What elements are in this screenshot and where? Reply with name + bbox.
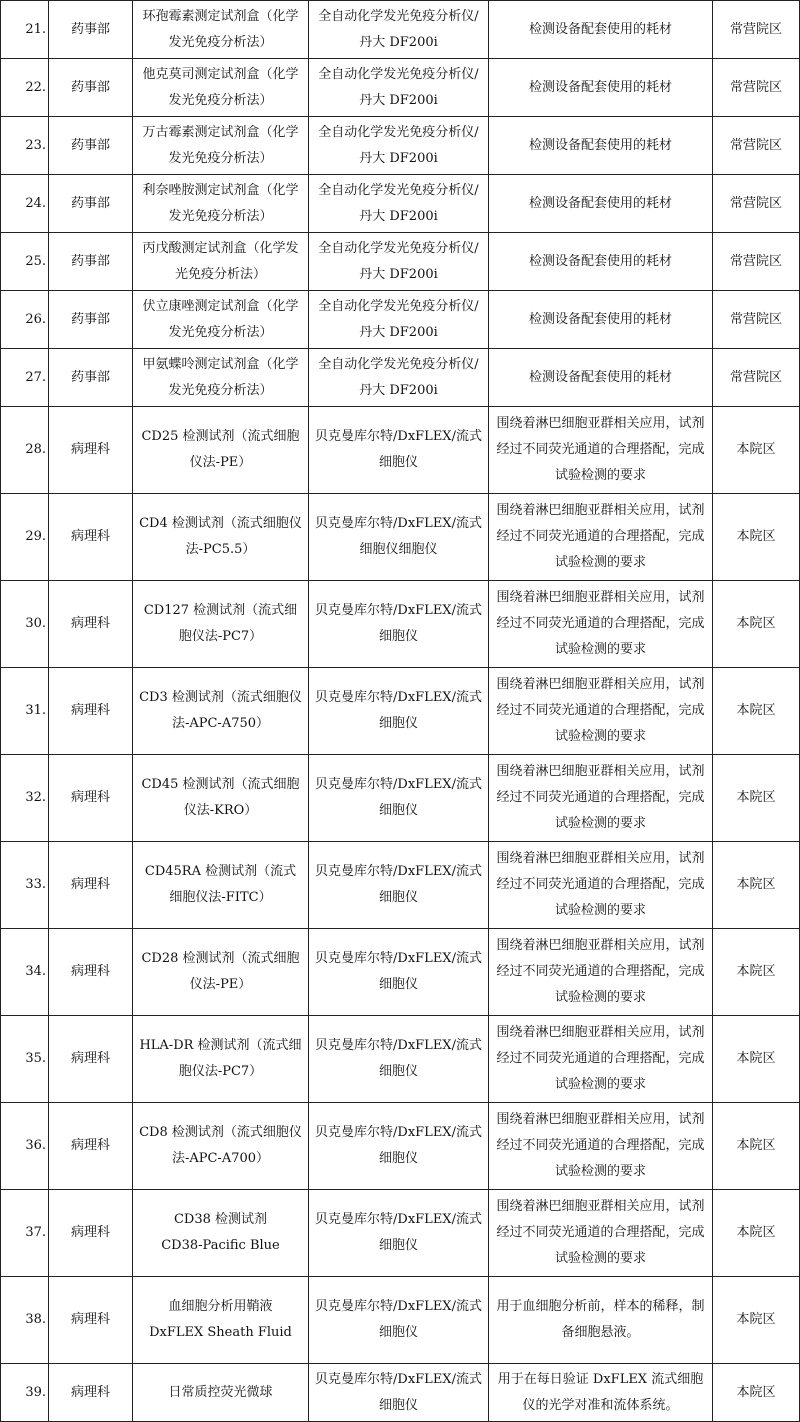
- cell-campus: [713, 1190, 800, 1277]
- cell-item-name-text: 血细胞分析用鞘液 DxFLEX Sheath Fluid: [149, 1299, 292, 1340]
- cell-campus-text: 本院区: [736, 1384, 776, 1400]
- cell-department-text: 病理科: [70, 1138, 110, 1153]
- cell-campus-text: 常营院区: [729, 369, 782, 385]
- table-row: [1, 175, 800, 233]
- cell-item-name-text: CD127 检测试剂（流式细胞仪法-PC7）: [143, 603, 298, 644]
- cell-purpose-text: 围绕着淋巴细胞亚群相关应用，试剂经过不同荧光通道的合理搭配，完成试验检测的要求: [496, 1112, 705, 1179]
- table-row: [1, 1016, 800, 1103]
- cell-department: [49, 117, 133, 175]
- cell-campus: [713, 59, 800, 117]
- cell-item-name-text: 利奈唑胺测定试剂盒（化学发光免疫分析法）: [142, 182, 299, 224]
- cell-purpose: [489, 755, 713, 842]
- cell-equipment: [309, 1103, 489, 1190]
- cell-equipment: [309, 1, 489, 59]
- cell-item-name: [133, 929, 309, 1016]
- cell-number-text: 38.: [25, 1312, 46, 1327]
- cell-purpose-text: 检测设备配套使用的耗材: [528, 137, 672, 153]
- table-row: [1, 929, 800, 1016]
- table-row: [1, 291, 800, 349]
- cell-item-name-text: CD8 检测试剂（流式细胞仪法-APC-A700）: [139, 1125, 302, 1166]
- cell-item-name: [133, 1277, 309, 1364]
- cell-equipment-text: 贝克曼库尔特/DxFLEX/流式细胞仪: [315, 429, 482, 470]
- table-row: [1, 59, 800, 117]
- cell-item-name: [133, 175, 309, 233]
- table-row: [1, 668, 800, 755]
- cell-equipment: [309, 1016, 489, 1103]
- cell-purpose-text: 检测设备配套使用的耗材: [528, 21, 672, 37]
- cell-item-name: [133, 668, 309, 755]
- cell-equipment-text: 全自动化学发光免疫分析仪/丹大 DF200i: [318, 8, 479, 50]
- cell-item-name-text: CD25 检测试剂（流式细胞仪法-PE）: [141, 429, 300, 470]
- cell-campus: [713, 291, 800, 349]
- cell-number-text: 33.: [25, 877, 46, 892]
- cell-number: [1, 1364, 49, 1422]
- cell-number: [1, 1, 49, 59]
- table-body: [1, 1, 800, 1422]
- cell-equipment: [309, 59, 489, 117]
- cell-purpose: [489, 581, 713, 668]
- cell-purpose: [489, 668, 713, 755]
- cell-purpose-text: 检测设备配套使用的耗材: [528, 79, 672, 95]
- table-row: [1, 1190, 800, 1277]
- cell-equipment-text: 贝克曼库尔特/DxFLEX/流式细胞仪: [315, 777, 482, 818]
- table-row: [1, 349, 800, 407]
- cell-campus-text: 常营院区: [729, 195, 782, 211]
- cell-equipment: [309, 117, 489, 175]
- cell-campus: [713, 494, 800, 581]
- cell-purpose-text: 检测设备配套使用的耗材: [528, 311, 672, 327]
- cell-department-text: 药事部: [70, 195, 110, 211]
- cell-equipment-text: 贝克曼库尔特/DxFLEX/流式细胞仪细胞仪: [315, 516, 482, 557]
- cell-department-text: 病理科: [70, 1051, 110, 1066]
- cell-purpose-text: 检测设备配套使用的耗材: [528, 369, 672, 385]
- cell-department-text: 药事部: [70, 21, 110, 37]
- cell-campus-text: 本院区: [736, 1312, 776, 1327]
- cell-equipment-text: 全自动化学发光免疫分析仪/丹大 DF200i: [318, 240, 479, 282]
- cell-purpose-text: 围绕着淋巴细胞亚群相关应用，试剂经过不同荧光通道的合理搭配，完成试验检测的要求: [496, 416, 705, 483]
- cell-equipment-text: 贝克曼库尔特/DxFLEX/流式细胞仪: [315, 1371, 482, 1413]
- cell-department: [49, 842, 133, 929]
- cell-equipment: [309, 1364, 489, 1422]
- cell-equipment: [309, 291, 489, 349]
- table-row: [1, 494, 800, 581]
- cell-number-text: 39.: [25, 1384, 46, 1400]
- cell-purpose: [489, 1364, 713, 1422]
- cell-item-name: [133, 1, 309, 59]
- cell-department: [49, 59, 133, 117]
- cell-number: [1, 1277, 49, 1364]
- cell-campus: [713, 842, 800, 929]
- cell-item-name-text: 伏立康唑测定试剂盒（化学发光免疫分析法）: [142, 298, 299, 340]
- cell-campus: [713, 407, 800, 494]
- cell-equipment: [309, 175, 489, 233]
- cell-number-text: 37.: [25, 1225, 46, 1240]
- cell-number: [1, 233, 49, 291]
- cell-item-name: [133, 1016, 309, 1103]
- cell-item-name-text: CD38 检测试剂 CD38-Pacific Blue: [161, 1212, 280, 1253]
- cell-number-text: 35.: [25, 1051, 46, 1066]
- cell-campus-text: 本院区: [736, 442, 776, 457]
- cell-equipment-text: 贝克曼库尔特/DxFLEX/流式细胞仪: [315, 951, 482, 992]
- cell-campus: [713, 117, 800, 175]
- cell-item-name: [133, 755, 309, 842]
- cell-number-text: 22.: [25, 79, 46, 95]
- cell-department-text: 药事部: [70, 79, 110, 95]
- cell-equipment-text: 贝克曼库尔特/DxFLEX/流式细胞仪: [315, 690, 482, 731]
- cell-number-text: 26.: [25, 311, 46, 327]
- cell-purpose: [489, 349, 713, 407]
- cell-equipment-text: 全自动化学发光免疫分析仪/丹大 DF200i: [318, 298, 479, 340]
- cell-campus-text: 常营院区: [729, 311, 782, 327]
- cell-purpose: [489, 494, 713, 581]
- cell-number-text: 28.: [25, 442, 46, 457]
- cell-purpose: [489, 59, 713, 117]
- cell-purpose: [489, 929, 713, 1016]
- cell-item-name-text: CD28 检测试剂（流式细胞仪法-PE）: [141, 951, 300, 992]
- cell-department-text: 病理科: [70, 1225, 110, 1240]
- cell-item-name-text: CD45 检测试剂（流式细胞仪法-KRO）: [141, 777, 300, 818]
- cell-department: [49, 581, 133, 668]
- cell-number-text: 24.: [25, 195, 46, 211]
- cell-purpose: [489, 233, 713, 291]
- cell-department: [49, 1, 133, 59]
- cell-equipment-text: 全自动化学发光免疫分析仪/丹大 DF200i: [318, 182, 479, 224]
- cell-purpose-text: 围绕着淋巴细胞亚群相关应用，试剂经过不同荧光通道的合理搭配，完成试验检测的要求: [496, 1025, 705, 1092]
- cell-campus: [713, 1364, 800, 1422]
- cell-purpose: [489, 117, 713, 175]
- cell-equipment-text: 贝克曼库尔特/DxFLEX/流式细胞仪: [315, 1212, 482, 1253]
- table-row: [1, 117, 800, 175]
- cell-campus-text: 本院区: [736, 703, 776, 718]
- table-row: [1, 407, 800, 494]
- cell-equipment-text: 贝克曼库尔特/DxFLEX/流式细胞仪: [315, 1125, 482, 1166]
- cell-equipment: [309, 494, 489, 581]
- cell-number: [1, 1190, 49, 1277]
- table-row: [1, 581, 800, 668]
- cell-number: [1, 842, 49, 929]
- table-row: [1, 755, 800, 842]
- cell-campus: [713, 1016, 800, 1103]
- cell-department: [49, 668, 133, 755]
- cell-item-name-text: 丙戊酸测定试剂盒（化学发光免疫分析法）: [142, 240, 299, 282]
- cell-department-text: 病理科: [70, 877, 110, 892]
- cell-department: [49, 233, 133, 291]
- cell-number-text: 32.: [25, 790, 46, 805]
- cell-campus: [713, 581, 800, 668]
- cell-campus-text: 常营院区: [729, 21, 782, 37]
- cell-item-name: [133, 581, 309, 668]
- cell-item-name: [133, 349, 309, 407]
- cell-number: [1, 117, 49, 175]
- cell-item-name: [133, 1190, 309, 1277]
- cell-number: [1, 291, 49, 349]
- cell-department-text: 病理科: [70, 964, 110, 979]
- table-row: [1, 1277, 800, 1364]
- cell-equipment-text: 全自动化学发光免疫分析仪/丹大 DF200i: [318, 124, 479, 166]
- cell-department: [49, 1016, 133, 1103]
- cell-number: [1, 59, 49, 117]
- cell-number-text: 23.: [25, 137, 46, 153]
- cell-campus-text: 本院区: [736, 877, 776, 892]
- cell-number: [1, 581, 49, 668]
- cell-equipment: [309, 407, 489, 494]
- cell-number-text: 21.: [25, 21, 46, 37]
- table-row: [1, 1, 800, 59]
- cell-item-name-text: CD3 检测试剂（流式细胞仪法-APC-A750）: [139, 690, 302, 731]
- cell-campus-text: 本院区: [736, 1138, 776, 1153]
- cell-equipment: [309, 929, 489, 1016]
- cell-number-text: 29.: [25, 529, 46, 544]
- cell-department: [49, 494, 133, 581]
- cell-equipment: [309, 1190, 489, 1277]
- cell-number: [1, 494, 49, 581]
- cell-purpose-text: 围绕着淋巴细胞亚群相关应用，试剂经过不同荧光通道的合理搭配，完成试验检测的要求: [496, 590, 705, 657]
- cell-number: [1, 407, 49, 494]
- table-row: [1, 1103, 800, 1190]
- cell-purpose-text: 围绕着淋巴细胞亚群相关应用，试剂经过不同荧光通道的合理搭配，完成试验检测的要求: [496, 503, 705, 570]
- cell-equipment: [309, 581, 489, 668]
- cell-purpose: [489, 407, 713, 494]
- cell-item-name: [133, 291, 309, 349]
- cell-number-text: 36.: [25, 1138, 46, 1153]
- cell-department: [49, 929, 133, 1016]
- cell-equipment-text: 贝克曼库尔特/DxFLEX/流式细胞仪: [315, 864, 482, 905]
- cell-item-name-text: CD45RA 检测试剂（流式细胞仪法-FITC）: [144, 864, 297, 905]
- cell-department-text: 病理科: [70, 616, 110, 631]
- cell-department-text: 病理科: [70, 790, 110, 805]
- cell-purpose: [489, 842, 713, 929]
- cell-number-text: 30.: [25, 616, 46, 631]
- cell-purpose: [489, 1103, 713, 1190]
- cell-number: [1, 349, 49, 407]
- cell-campus-text: 本院区: [736, 964, 776, 979]
- cell-department: [49, 1364, 133, 1422]
- table-row: [1, 233, 800, 291]
- cell-department-text: 病理科: [70, 1312, 110, 1327]
- cell-equipment-text: 全自动化学发光免疫分析仪/丹大 DF200i: [318, 66, 479, 108]
- cell-item-name: [133, 117, 309, 175]
- cell-item-name-text: CD4 检测试剂（流式细胞仪法-PC5.5）: [139, 516, 302, 557]
- cell-equipment-text: 贝克曼库尔特/DxFLEX/流式细胞仪: [315, 1299, 482, 1340]
- cell-purpose-text: 围绕着淋巴细胞亚群相关应用，试剂经过不同荧光通道的合理搭配，完成试验检测的要求: [496, 1199, 705, 1266]
- cell-number: [1, 929, 49, 1016]
- cell-department-text: 药事部: [70, 311, 110, 327]
- cell-item-name-text: 环孢霉素测定试剂盒（化学发光免疫分析法）: [142, 8, 299, 50]
- cell-equipment: [309, 842, 489, 929]
- cell-purpose-text: 围绕着淋巴细胞亚群相关应用，试剂经过不同荧光通道的合理搭配，完成试验检测的要求: [496, 764, 705, 831]
- cell-purpose-text: 检测设备配套使用的耗材: [528, 253, 672, 269]
- cell-item-name: [133, 233, 309, 291]
- cell-number: [1, 755, 49, 842]
- cell-item-name-text: HLA-DR 检测试剂（流式细胞仪法-PC7）: [139, 1038, 302, 1079]
- cell-purpose-text: 用于在每日验证 DxFLEX 流式细胞仪的光学对准和流体系统。: [497, 1371, 704, 1413]
- cell-purpose: [489, 291, 713, 349]
- cell-purpose: [489, 1, 713, 59]
- cell-campus-text: 本院区: [736, 790, 776, 805]
- cell-campus-text: 本院区: [736, 529, 776, 544]
- cell-department-text: 药事部: [70, 137, 110, 153]
- cell-item-name-text: 日常质控荧光微球: [168, 1384, 273, 1400]
- cell-item-name: [133, 842, 309, 929]
- cell-number: [1, 175, 49, 233]
- cell-purpose: [489, 175, 713, 233]
- cell-campus-text: 常营院区: [729, 253, 782, 269]
- cell-number-text: 25.: [25, 253, 46, 269]
- cell-campus: [713, 1277, 800, 1364]
- cell-department: [49, 755, 133, 842]
- cell-campus: [713, 1, 800, 59]
- cell-equipment-text: 全自动化学发光免疫分析仪/丹大 DF200i: [318, 356, 479, 398]
- cell-purpose-text: 围绕着淋巴细胞亚群相关应用，试剂经过不同荧光通道的合理搭配，完成试验检测的要求: [496, 938, 705, 1005]
- cell-purpose-text: 围绕着淋巴细胞亚群相关应用，试剂经过不同荧光通道的合理搭配，完成试验检测的要求: [496, 677, 705, 744]
- cell-department-text: 药事部: [70, 253, 110, 269]
- cell-item-name-text: 他克莫司测定试剂盒（化学发光免疫分析法）: [142, 66, 299, 108]
- cell-department: [49, 291, 133, 349]
- cell-campus: [713, 1103, 800, 1190]
- cell-item-name: [133, 59, 309, 117]
- cell-campus-text: 本院区: [736, 1051, 776, 1066]
- cell-campus: [713, 349, 800, 407]
- cell-campus-text: 本院区: [736, 616, 776, 631]
- cell-equipment: [309, 668, 489, 755]
- table-row: [1, 842, 800, 929]
- cell-department: [49, 349, 133, 407]
- cell-campus-text: 本院区: [736, 1225, 776, 1240]
- cell-item-name: [133, 1103, 309, 1190]
- cell-item-name: [133, 494, 309, 581]
- cell-purpose-text: 围绕着淋巴细胞亚群相关应用，试剂经过不同荧光通道的合理搭配，完成试验检测的要求: [496, 851, 705, 918]
- cell-purpose-text: 用于血细胞分析前，样本的稀释，制备细胞悬液。: [496, 1299, 705, 1340]
- cell-equipment-text: 贝克曼库尔特/DxFLEX/流式细胞仪: [315, 603, 482, 644]
- cell-number-text: 27.: [25, 369, 46, 385]
- cell-department-text: 病理科: [70, 1384, 110, 1400]
- cell-campus: [713, 668, 800, 755]
- cell-item-name-text: 万古霉素测定试剂盒（化学发光免疫分析法）: [142, 124, 299, 166]
- cell-department-text: 病理科: [70, 703, 110, 718]
- cell-equipment: [309, 1277, 489, 1364]
- cell-purpose: [489, 1277, 713, 1364]
- cell-equipment-text: 贝克曼库尔特/DxFLEX/流式细胞仪: [315, 1038, 482, 1079]
- cell-item-name-text: 甲氨蝶呤测定试剂盒（化学发光免疫分析法）: [142, 356, 299, 398]
- cell-campus: [713, 233, 800, 291]
- cell-campus: [713, 175, 800, 233]
- cell-department-text: 病理科: [70, 529, 110, 544]
- cell-campus: [713, 929, 800, 1016]
- cell-department: [49, 1277, 133, 1364]
- cell-purpose-text: 检测设备配套使用的耗材: [528, 195, 672, 211]
- cell-campus-text: 常营院区: [729, 79, 782, 95]
- cell-department: [49, 175, 133, 233]
- cell-department: [49, 1103, 133, 1190]
- cell-campus-text: 常营院区: [729, 137, 782, 153]
- cell-number-text: 34.: [25, 964, 46, 979]
- cell-campus: [713, 755, 800, 842]
- cell-department-text: 药事部: [70, 369, 110, 385]
- cell-number: [1, 668, 49, 755]
- cell-item-name: [133, 407, 309, 494]
- cell-purpose: [489, 1016, 713, 1103]
- cell-department: [49, 1190, 133, 1277]
- cell-number: [1, 1103, 49, 1190]
- cell-equipment: [309, 349, 489, 407]
- table-row: [1, 1364, 800, 1422]
- cell-purpose: [489, 1190, 713, 1277]
- cell-department: [49, 407, 133, 494]
- cell-equipment: [309, 233, 489, 291]
- cell-item-name: [133, 1364, 309, 1422]
- cell-equipment: [309, 755, 489, 842]
- cell-number: [1, 1016, 49, 1103]
- cell-department-text: 病理科: [70, 442, 110, 457]
- cell-number-text: 31.: [25, 703, 46, 718]
